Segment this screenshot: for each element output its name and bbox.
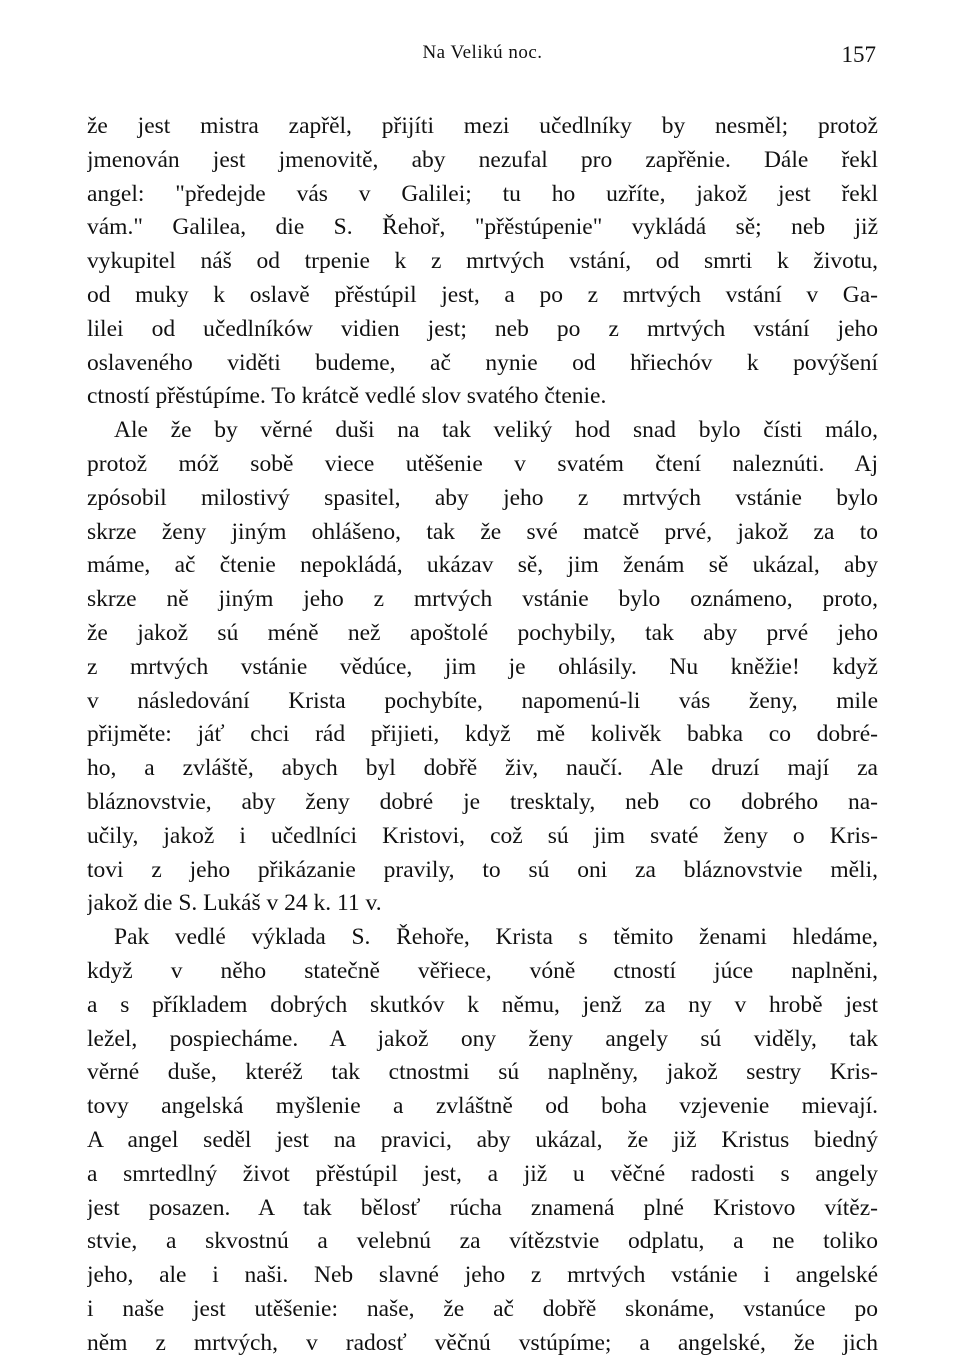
text-line: angel: "předejde vás v Galilei; tu ho uzříte, jakož jest řekl — [87, 180, 878, 207]
text-line: učily, jakož i učedlníci Kristovi, což sú jim svaté ženy o Kris- — [87, 822, 878, 849]
running-header — [87, 38, 878, 78]
text-line: Ale že by věrné duši na tak veliký hod snad bylo čísti málo, — [114, 417, 878, 444]
body-text — [87, 110, 878, 1360]
text-line: jest posazen. A tak bělosť rúcha znamená plné Kristovo vítěz- — [87, 1194, 878, 1221]
text-line: máme, ač čtenie nepokládá, ukázav sě, jim ženám sě ukázal, aby — [87, 552, 878, 579]
text-line: protož móž sobě viece utěšenie v svatém čtení naleznúti. Aj — [87, 450, 878, 477]
text-line: ležel, pospiecháme. A jakož ony ženy angely sú viděly, tak — [87, 1025, 878, 1052]
text-line: ho, a zvláště, abych byl dobřě živ, naučí. Ale druzí mají za — [87, 755, 878, 782]
text-line: stvie, a skvostnú a velebnú za vítězstvie odplatu, a ne toliko — [87, 1228, 878, 1255]
text-line: A angel seděl jest na pravici, aby ukázal, že již Kristus biedný — [87, 1126, 878, 1153]
text-line: věrné duše, kteréž tak ctnostmi sú naplněny, jakož sestry Kris- — [87, 1059, 878, 1086]
text-line: a smrtedlný život přěstúpil jest, a již u věčné radosti s angely — [87, 1160, 878, 1187]
text-line: přijměte: jáť chci rád přijieti, když mě kolivěk babka co dobré- — [87, 721, 878, 748]
text-line: skrze ně jiným jeho z mrtvých vstánie bylo oznámeno, proto, — [87, 586, 878, 613]
text-line: jmenován jest jmenovitě, aby nezufal pro zapřěnie. Dále řekl — [87, 146, 878, 173]
text-line: zpósobil milostivý spasitel, aby jeho z mrtvých vstánie bylo — [87, 484, 878, 511]
text-line: ctností přěstúpíme. To krátcě vedlé slov svatého čtenie. — [87, 383, 607, 410]
text-line: tovi z jeho přikázanie pravily, to sú oni za bláznovstvie měli, — [87, 856, 878, 883]
book-page — [87, 38, 878, 1360]
text-line: tovy angelská myšlenie a zvláštně od boha vzjevenie mievají. — [87, 1093, 878, 1120]
text-line: vám." Galilea, die S. Řehoř, "přěstúpenie" vykládá sě; neb již — [87, 214, 878, 241]
text-line: i naše jest utěšenie: naše, že ač dobřě skonáme, vstanúce po — [87, 1295, 878, 1322]
text-line: že jakož sú méně než apoštolé pochybily, tak aby prvé jeho — [87, 619, 878, 646]
text-line: z mrtvých vstánie vědúce, jim je ohlásily. Nu kněžie! když — [87, 653, 878, 680]
text-line: Pak vedlé výklada S. Řehoře, Krista s těmito ženami hledáme, — [114, 924, 878, 951]
text-line: v následování Krista pochybíte, napomenú-li vás ženy, mile — [87, 687, 878, 714]
text-line: skrze ženy jiným ohlášeno, tak že své matcě prvé, jakož za to — [87, 518, 878, 545]
text-line: jakož die S. Lukáš v 24 k. 11 v. — [87, 890, 382, 917]
text-line: bláznovstvie, aby ženy dobré je tresktaly, neb co dobrého na- — [87, 788, 878, 815]
text-line: že jest mistra zapřěl, přijíti mezi učedlníky by nesměl; protož — [87, 113, 878, 139]
text-line: když v něho statečně věřiece, vóně ctností júce naplněni, — [87, 957, 878, 984]
text-line: něm z mrtvých, v radosť věčnú vstúpíme; a angelské, že jich — [87, 1329, 878, 1356]
page-number: 157 — [841, 42, 876, 67]
text-line: jeho, ale i naši. Neb slavné jeho z mrtvých vstánie i angelské — [87, 1262, 878, 1289]
text-line: lilei od učedlníków vidien jest; neb po z mrtvých vstání jeho — [87, 315, 878, 342]
text-line: a s příkladem dobrých skutkóv k němu, jenž za ny v hrobě jest — [87, 991, 878, 1018]
text-line: od muky k oslavě přěstúpil jest, a po z mrtvých vstání v Ga- — [87, 281, 878, 308]
text-line: oslaveného viděti budeme, ač nynie od hřiechóv k povýšení — [87, 349, 878, 376]
text-line: vykupitel náš od trpenie k z mrtvých vstání, od smrti k životu, — [87, 248, 878, 275]
running-title: Na Velikú noc. — [422, 42, 543, 63]
